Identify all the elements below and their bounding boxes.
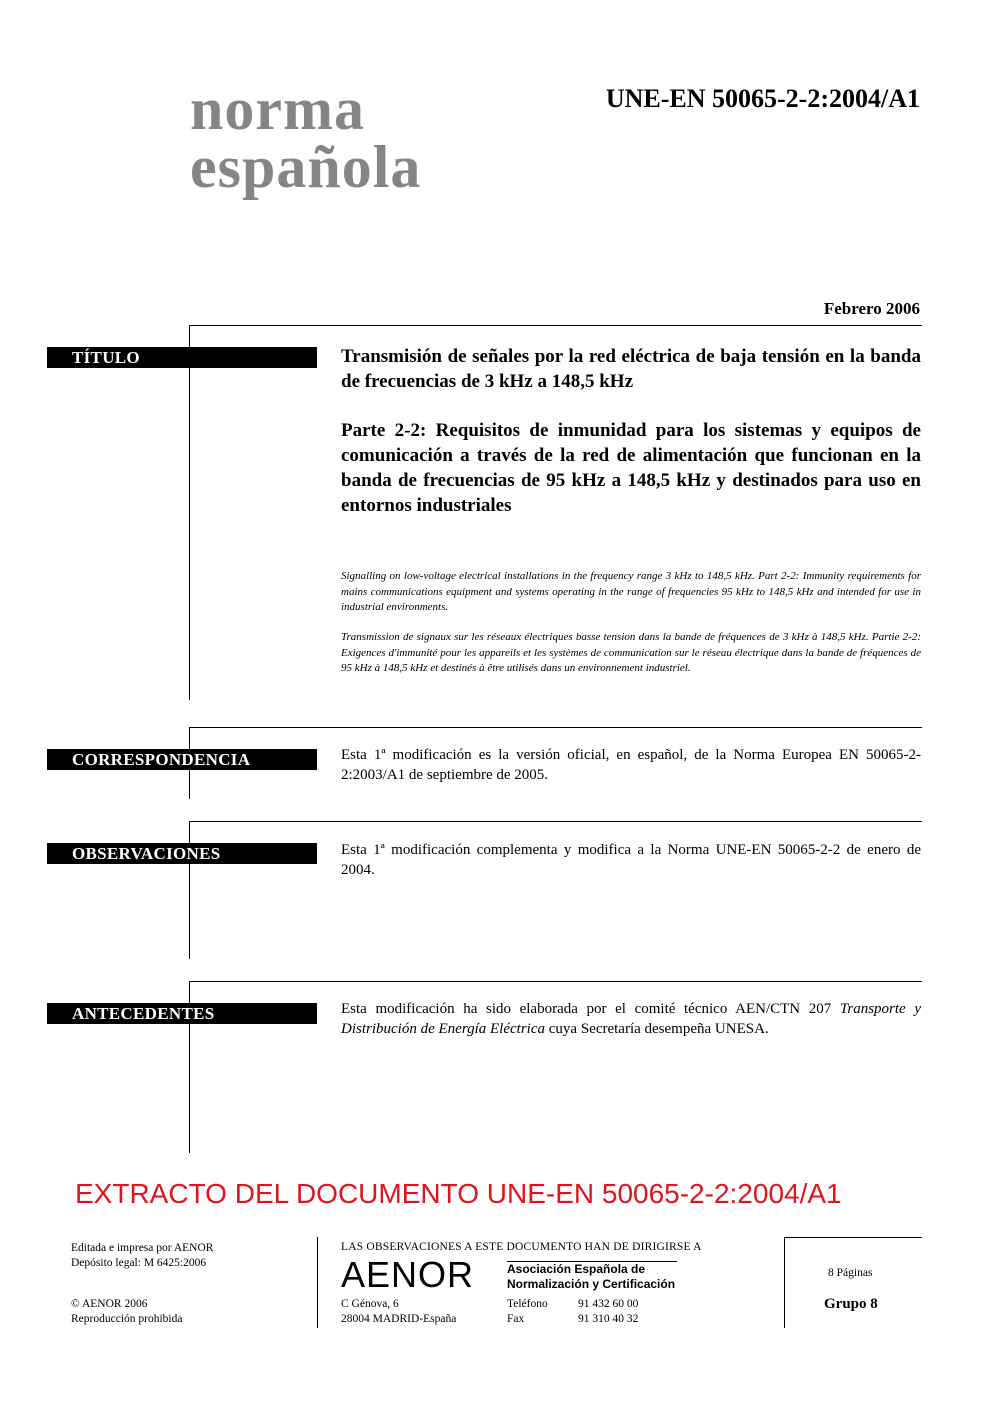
association-name	[507, 1262, 675, 1292]
spanish-title	[341, 344, 921, 542]
legal-deposit: Depósito legal: M 6425:2006	[71, 1257, 207, 1269]
association-line-2: Normalización y Certificación	[507, 1277, 676, 1291]
section-label-titulo: TÍTULO	[47, 347, 317, 368]
part-title: Parte 2-2: Requisitos de inmunidad para los sistemas y equipos de comunicación a través de la red de alimentación que funcionan en la banda de frecuencias de 95 kHz a 148,5 kHz y destinados para uso en entornos industriales	[341, 420, 921, 516]
main-title: Transmisión de señales por la red eléctrica de baja tensión en la banda de frecuencias de 3 kHz a 148,5 kHz	[341, 346, 921, 392]
correspondencia-text: Esta 1ª modificación es la versión oficial, en español, de la Norma Europea EN 50065-2-2:2003/A1 de septiembre de 2005.	[341, 747, 921, 783]
section-label-antecedentes: ANTECEDENTES	[47, 1003, 317, 1024]
french-title: Transmission de signaux sur les réseaux électriques basse tension dans la bande de fréquences de 3 kHz à 148,5 kHz. Partie 2-2: Exigences d'immunité pour les appareils et les systèmes de communication sur le réseau électrique dans la bande de fréquences de 95 kHz à 148,5 kHz et destinés à être utilisés dans un environnement industriel.	[341, 631, 921, 674]
brand-line-1: norma	[190, 76, 365, 142]
pages-box-top	[785, 1237, 922, 1238]
antecedentes-text	[341, 1000, 921, 1039]
vertical-rule-observaciones	[189, 821, 190, 959]
standard-code: UNE-EN 50065-2-2:2004/A1	[605, 84, 920, 113]
divider-observaciones	[190, 821, 922, 822]
footer-copyright	[71, 1297, 182, 1327]
section-label-correspondencia: CORRESPONDENCIA	[47, 749, 317, 770]
reproduction-notice: Reproducción prohibida	[71, 1313, 183, 1325]
english-title: Signalling on low-voltage electrical installations in the frequency range 3 kHz to 148,5 kHz. Part 2-2: Immunity requirements for mains communications equipment and systems operating in the range of frequencies 95 kHz to 148,5 kHz and intended for use in industrial environments.	[341, 570, 921, 613]
brand-line-2: española	[190, 134, 422, 200]
phone-number: 91 432 60 00	[578, 1298, 639, 1310]
observaciones-text: Esta 1ª modificación complementa y modifica a la Norma UNE-EN 50065-2-2 de enero de 2004.	[341, 842, 921, 878]
association-line-1: Asociación Española de	[507, 1262, 646, 1276]
section-label-observaciones: OBSERVACIONES	[47, 843, 317, 864]
price-group: Grupo 8	[824, 1296, 878, 1312]
pages-box-left	[784, 1237, 785, 1328]
vertical-rule-titulo	[189, 325, 190, 700]
contact-labels	[507, 1297, 548, 1327]
brand-title	[190, 76, 422, 200]
antecedentes-text-start: Esta modificación ha sido elaborada por el comité técnico AEN/CTN 207	[341, 1001, 840, 1017]
copyright: © AENOR 2006	[71, 1298, 148, 1310]
divider-titulo	[190, 325, 922, 326]
antecedentes-text-end: cuya Secretaría desempeña UNESA.	[545, 1020, 769, 1037]
footer-publisher	[71, 1241, 213, 1271]
fax-number: 91 310 40 32	[578, 1313, 639, 1325]
address-line-2: 28004 MADRID-España	[341, 1313, 457, 1325]
observations-heading: LAS OBSERVACIONES A ESTE DOCUMENTO HAN DE DIRIGIRSE A	[341, 1241, 702, 1253]
phone-label: Teléfono	[507, 1298, 548, 1310]
divider-antecedentes	[190, 981, 922, 982]
contact-numbers	[578, 1297, 638, 1327]
divider-correspondencia	[190, 727, 922, 728]
address-line-1: C Génova, 6	[341, 1298, 399, 1310]
extract-banner: EXTRACTO DEL DOCUMENTO UNE-EN 50065-2-2:2004/A1	[75, 1178, 842, 1209]
page-count: 8 Páginas	[828, 1267, 873, 1279]
publication-date: Febrero 2006	[823, 299, 920, 318]
edited-by: Editada e impresa por AENOR	[71, 1242, 214, 1254]
footer-divider-left	[317, 1237, 318, 1328]
committee-name: Transporte y Distribución de Energía Eléctrica	[341, 1001, 921, 1037]
aenor-logo: AENOR	[341, 1254, 475, 1295]
fax-label: Fax	[507, 1313, 525, 1325]
address	[341, 1297, 456, 1327]
